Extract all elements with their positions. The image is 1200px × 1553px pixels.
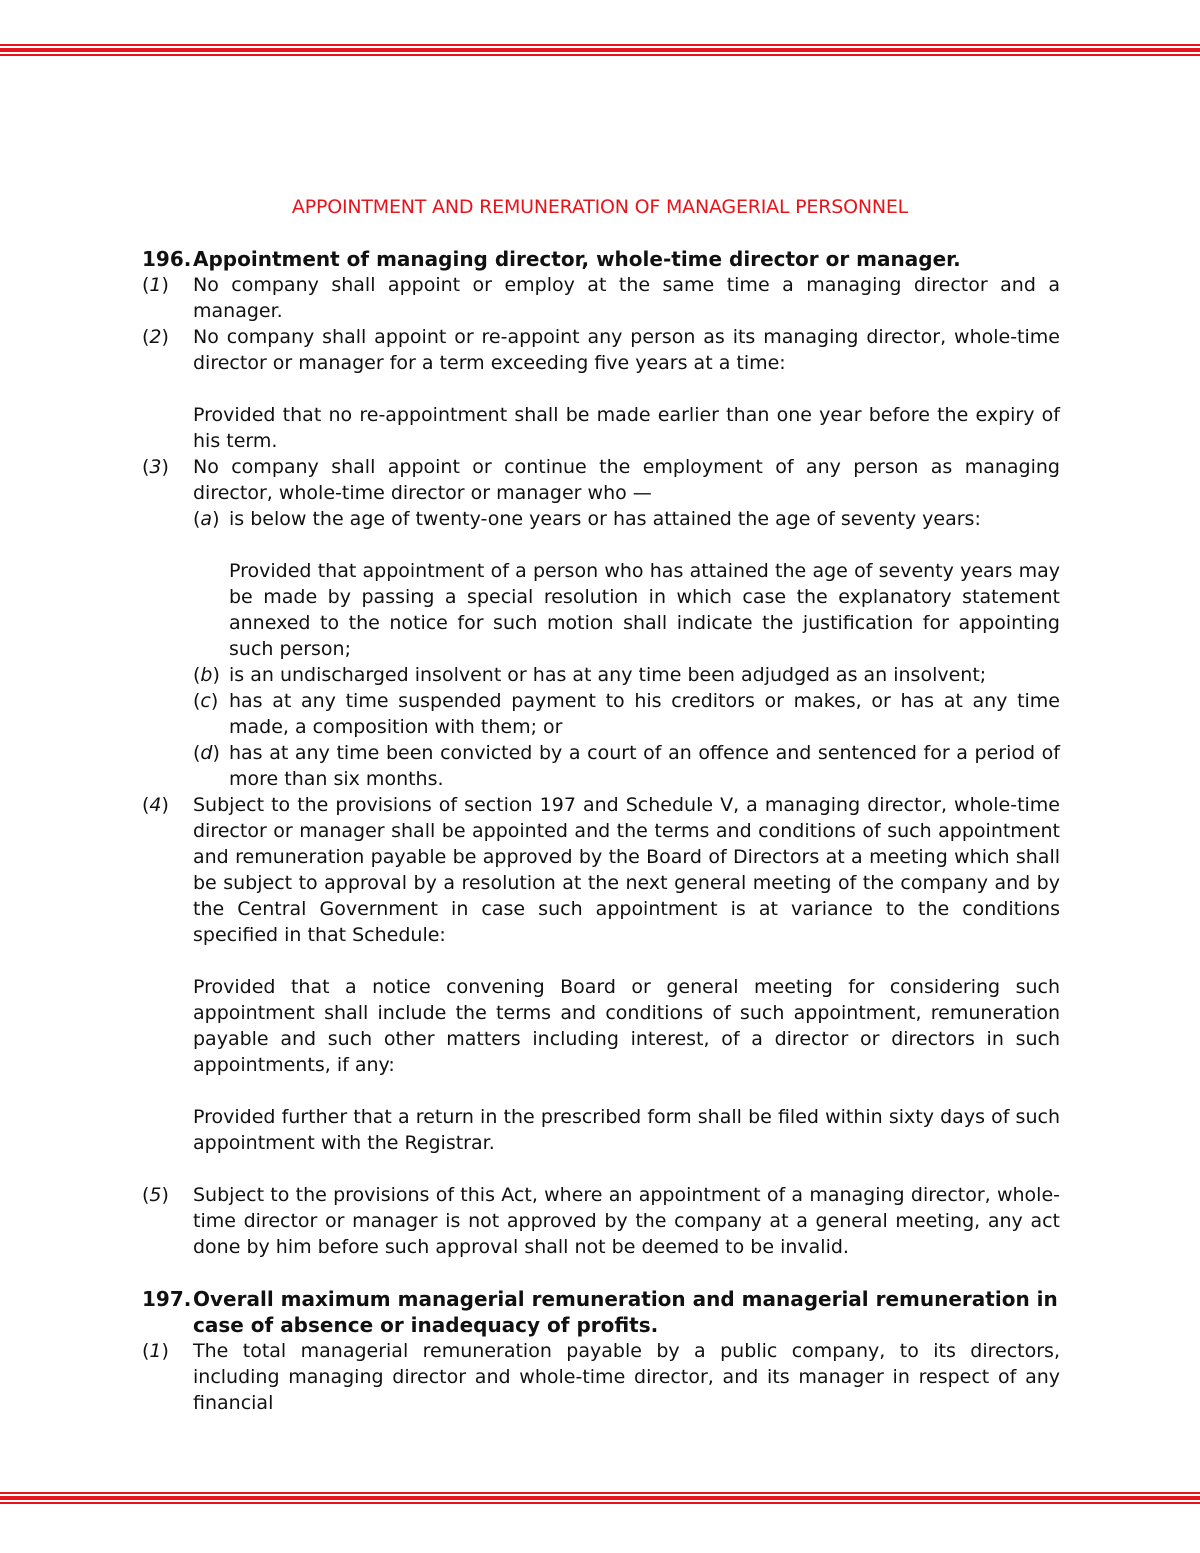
clause-196-4: [142, 792, 1060, 1156]
subclause-letter: (d): [193, 742, 220, 764]
subclause-text: has at any time suspended payment to his creditors or makes, or has at any time made, a composition with them; or: [229, 690, 1060, 738]
subclause-letter: (c): [193, 690, 219, 712]
subclause-d: [193, 740, 1060, 792]
clause-text: Subject to the provisions of section 197 and Schedule V, a managing director, whole-time director or manager shall be appointed and the terms and conditions of such appointment and remuneration payable be approved by the Board of Directors at a meeting which shall be subject to approval by a resolution at the next general meeting of the company and by the Central Government in case such appointment is at variance to the conditions specified in that Schedule:: [193, 794, 1060, 946]
clause-text: No company shall appoint or employ at the same time a managing director and a manager.: [193, 274, 1060, 322]
clause-196-3: [142, 454, 1060, 792]
subclause-letter: (b): [193, 664, 220, 686]
clause-197-1: [142, 1338, 1060, 1416]
proviso: Provided that no re-appointment shall be made earlier than one year before the expiry of his term.: [193, 404, 1060, 452]
section-197-heading: [142, 1286, 1060, 1338]
bottom-red-rule: [0, 1492, 1200, 1504]
proviso: Provided that appointment of a person who has attained the age of seventy years may be made by passing a special resolution in which case the explanatory statement annexed to the notice for such motion shall indicate the justification for appointing such person;: [229, 560, 1060, 660]
clause-number: (2): [142, 326, 169, 348]
clause-number: (5): [142, 1184, 169, 1206]
clause-number: (1): [142, 1340, 169, 1362]
clause-196-5: [142, 1182, 1060, 1260]
subclause-a: [193, 506, 1060, 662]
subclause-text: is below the age of twenty-one years or has attained the age of seventy years:: [229, 508, 981, 530]
clause-text: The total managerial remuneration payable by a public company, to its directors, including managing director and whole-time director, and its manager in respect of any financial: [193, 1340, 1060, 1414]
clause-number: (4): [142, 794, 169, 816]
subclause-text: has at any time been convicted by a court of an offence and sentenced for a period of more than six months.: [229, 742, 1060, 790]
proviso: Provided further that a return in the prescribed form shall be filed within sixty days of such appointment with the Registrar.: [193, 1106, 1060, 1154]
clause-196-2: [142, 324, 1060, 454]
section-title: Appointment of managing director, whole-time director or manager.: [193, 247, 961, 271]
section-196-heading: [142, 246, 1060, 272]
clause-text: No company shall appoint or continue the employment of any person as managing director, whole-time director or manager who —: [193, 456, 1060, 504]
subclause-letter: (a): [193, 508, 220, 530]
document-body: [142, 246, 1060, 1416]
top-red-rule: [0, 44, 1200, 56]
subclause-b: [193, 662, 1060, 688]
clause-text: Subject to the provisions of this Act, where an appointment of a managing director, whole-time director or manager is not approved by the company at a general meeting, any act done by him before such approval shall not be deemed to be invalid.: [193, 1184, 1060, 1258]
section-number: 196.: [142, 247, 192, 271]
clause-number: (1): [142, 274, 169, 296]
document-title: APPOINTMENT AND REMUNERATION OF MANAGERIAL PERSONNEL: [291, 196, 909, 218]
section-number: 197.: [142, 1287, 192, 1311]
subclause-c: [193, 688, 1060, 740]
clause-text: No company shall appoint or re-appoint any person as its managing director, whole-time director or manager for a term exceeding five years at a time:: [193, 326, 1060, 374]
proviso: Provided that a notice convening Board or general meeting for considering such appointment shall include the terms and conditions of such appointment, remuneration payable and such other matters including interest, of a director or directors in such appointments, if any:: [193, 976, 1060, 1076]
clause-196-1: [142, 272, 1060, 324]
clause-number: (3): [142, 456, 169, 478]
subclause-text: is an undischarged insolvent or has at any time been adjudged as an insolvent;: [229, 664, 987, 686]
section-title: Overall maximum managerial remuneration and managerial remuneration in case of absence or inadequacy of profits.: [193, 1287, 1058, 1337]
